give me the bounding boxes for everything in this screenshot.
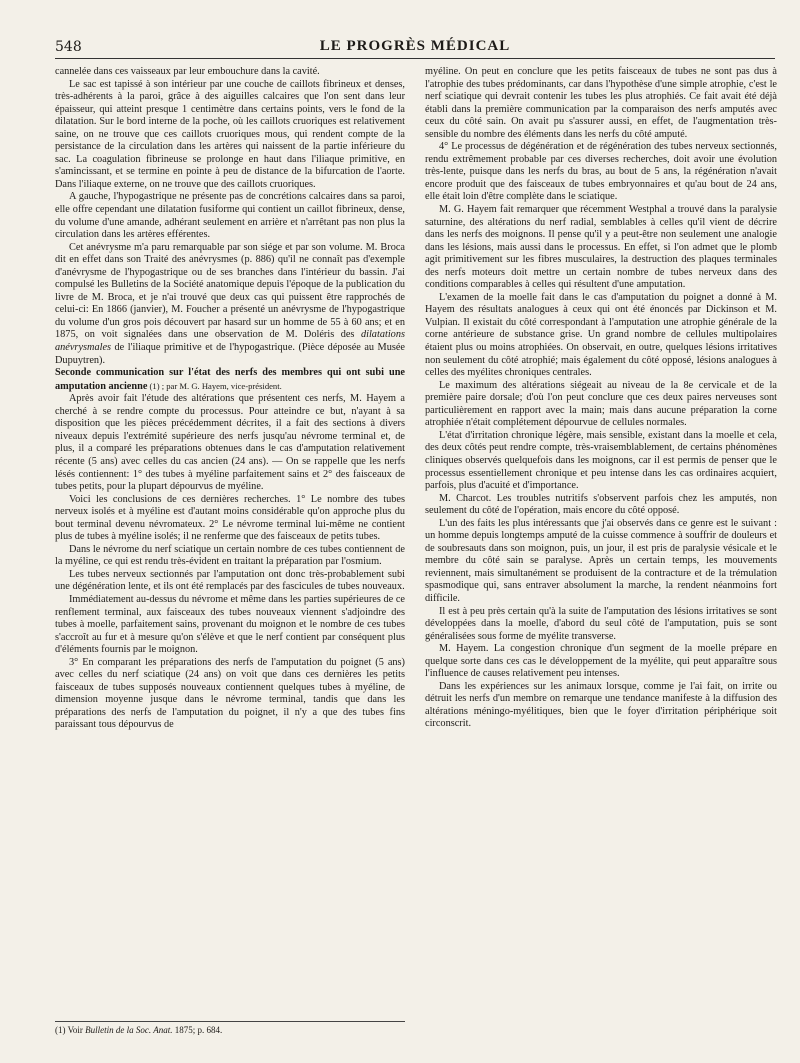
paragraph: Il est à peu près certain qu'à la suite de l'amputation des lésions irritatives se sont développées dans la moelle, d'abord du seul côté de l'amputation, puis se sont généralisées sous forme de myélite transverse. [425, 605, 777, 642]
footnote: (1) Voir Bulletin de la Soc. Anat. 1875; p. 684. [55, 1021, 405, 1036]
right-column [425, 66, 777, 731]
footnote-citation: Bulletin de la Soc. Anat. [85, 1025, 173, 1035]
running-title: LE PROGRÈS MÉDICAL [319, 38, 511, 54]
paragraph: Le sac est tapissé à son intérieur par une couche de caillots fibrineux et denses, très-adhérents à la paroi, grâce à des aiguilles calcaires que l'on sent dans leur épaisseur, qui atteint presque 1 centimètre dans certains points, vers le fond de la dilatation. Sur le bord interne de la poche, où les caillots cruoriques est relativement saine, on ne trouve que ces caillots cruoriques mous, qui rendent compte de la persistance de la circulation dans les artères qui naissent de la partie inférieure du sac. La coagulation fibrineuse se prolonge en haut dans l'iliaque primitive, en s'amincissant, et se termine en pointe à peu de distance de la bifurcation de l'aorte. Dans l'iliaque externe, on ne trouve que des caillots cruoriques. [55, 78, 405, 190]
paragraph: Les tubes nerveux sectionnés par l'amputation ont donc très-probablement subi une dégénération lente, et ils ont été remplacés par des fascicules de tubes nouveaux. [55, 568, 405, 593]
paragraph: Cet anévrysme m'a paru remarquable par son siége et par son volume. M. Broca dit en effet dans son Traité des anévrysmes (p. 886) qu'il ne connaît pas d'exemple d'anévrysme de l'hypogastrique ou de ses branches dans l'intérieur du bassin. J'ai compulsé les Bulletins de la Société anatomique depuis l'époque de la publication du livre de M. Broca, et je n'ai trouvé que deux cas qui puissent être rapprochés de celui-ci: En 1866 (janvier), M. Foucher a présenté un anévrysme de l'hypogastrique du volume d'un gros pois découvert par hasard sur un homme de 55 à 60 ans; et en 1875, on voit signalées dans une observation de M. Doléris des dilatations anévrysmales de l'iliaque primitive et de l'hypogastrique. (Pièce déposée au Musée Dupuytren). [55, 241, 405, 366]
section-meta: (1) ; par M. G. Hayem, vice-président. [147, 380, 282, 391]
paragraph: cannelée dans ces vaisseaux par leur embouchure dans la cavité. [55, 66, 320, 77]
paragraph: L'examen de la moelle fait dans le cas d'amputation du poignet a donné à M. Hayem des résultats analogues à ceux qui ont été énoncés par Dickinson et M. Vulpian. Il existait du côté correspondant à l'amputation une atrophie générale de la corne antérieure de substance grise. Un grand nombre de cellules multipolaires étaient plus ou moins atrophiées. On observait, en outre, quelques lésions irritatives non seulement du côté atrophié; mais également du côté opposé, lésions analogues à celles des myélites chroniques centrales. [425, 291, 777, 379]
paragraph: Dans les expériences sur les animaux lorsque, comme je l'ai fait, on irrite ou détruit les nerfs d'un membre on remarque une tendance manifeste à la diffusion des altérations méningo-myélitiques, bien que le foyer d'irritation périphérique soit circonscrit. [425, 680, 777, 730]
paragraph: M. Hayem. La congestion chronique d'un segment de la moelle prépare en quelque sorte dans ces cas le développement de la myélite, qui peut apparaître sous l'influence de causes relativement peu intenses. [425, 643, 777, 680]
section-title: Seconde communication sur l'état des nerfs des membres qui ont subi une amputation ancienne [55, 367, 405, 392]
paragraph: M. G. Hayem fait remarquer que récemment Westphal a trouvé dans la paralysie saturnine, des altérations du nerf radial, semblables à celles qu'il vient de décrire dans les nerfs des moignons. Il pense qu'il y a peut-être non seulement une analogie dans les lésions, mais aussi dans le processus. En effet, si l'on admet que le plomb agit primitivement sur les fibres musculaires, la destruction des plaques terminales des nerfs moteurs doit mettre un certain nombre de tubes nerveux dans des conditions comparables à celles qui résultent d'une amputation. [425, 204, 777, 291]
paragraph: Voici les conclusions de ces dernières recherches. 1° Le nombre des tubes nerveux isolés et à myéline est d'autant moins considérable qu'on approche plus du bout terminal devenu névromateux. 2° Le névrome terminal lui-même ne contient plus de tubes à myéline isolés; il ne renferme que des faisceaux de petits tubes. [55, 493, 405, 543]
section-heading [55, 367, 405, 393]
paragraph: L'un des faits les plus intéressants que j'ai observés dans ce genre est le suivant : un homme depuis longtemps amputé de la cuisse commence à souffrir de douleurs et de soubresauts dans son moignon, puis, un jour, il est pris de paralysie vésicale et le membre du côté sain se paralyse. Après un certain temps, les mouvements reviennent, mais simultanément se produisent de la contracture et de la trémulation spasmodique qui, sans entraver absolument la marche, la rendent néanmoins fort difficile. [425, 517, 777, 604]
paragraph: 4° Le processus de dégénération et de régénération des tubes nerveux sectionnés, rendu extrêmement probable par ces diverses recherches, doit avoir une évolution très-lente, puisque dans les nerfs du bras, au bout de 5 ans, la régénération n'avait encore produit que des faisceaux de tubes embryonnaires et qu'au bout de 24 ans, elle était loin d'être complète dans le sciatique. [425, 141, 777, 203]
paragraph: myéline. On peut en conclure que les petits faisceaux de tubes ne sont pas dus à l'atrophie des tubes prédominants, car dans l'hypothèse d'une simple atrophie, c'est le nerf sciatique qui devrait contenir les tubes les plus atrophiés. Ce fait avait été déjà établi dans la première communication par la comparaison des nerfs amputés avec ceux du côté sain. On avait pu s'assurer aussi, en effet, de l'augmentation très-sensible du nombre des éléments dans les nerfs du côté amputé. [425, 66, 777, 140]
paragraph: 3° En comparant les préparations des nerfs de l'amputation du poignet (5 ans) avec celles du nerf sciatique (24 ans) on voit que dans ces dernières les petits faisceaux de tubes supposés nouveaux contiennent quelques tubes à myéline, de dimension moyenne jusque dans le névrome terminal, tandis que dans les préparations des nerfs de l'amputation du poignet, il n'y a que des tubes fins paraissant tous dépourvus de [55, 656, 405, 731]
paragraph: Immédiatement au-dessus du névrome et même dans les parties supérieures de ce renflement terminal, aux faisceaux des tubes nouveaux viennent s'adjoindre des tubes à moelle, parfaitement sains, provenant du moignon et le nombre de ces tubes s'accroît au fur et à mesure qu'on s'élève et que le nerf contient par conséquent plus d'éléments fournis par le moignon. [55, 593, 405, 656]
paragraph: Le maximum des altérations siégeait au niveau de la 8e cervicale et de la première paire dorsale; d'où l'on peut conclure que ces deux paires nerveuses sont particulièrement en rapport avec la main; mais dans aucune préparation la corne atrophiée n'était complétement dépourvue de cellules normales. [425, 379, 777, 429]
paragraph: M. Charcot. Les troubles nutritifs s'observent parfois chez les amputés, non seulement du côté de l'opération, mais encore du côté opposé. [425, 492, 777, 517]
paragraph: Dans le névrome du nerf sciatique un certain nombre de ces tubes contiennent de la myéline, ce qui est rendu très-évident en traitant la préparation par l'osmium. [55, 543, 405, 568]
paragraph: A gauche, l'hypogastrique ne présente pas de concrétions calcaires dans sa paroi, elle offre cependant une dilatation fusiforme qui contient un caillot fibrineux, dense, du volume d'une amande, adhérant seulement en arrière et n'arrêtant pas non plus la circulation dans les artères efférentes. [55, 191, 405, 241]
italic-phrase: dilatations anévrysmales [55, 329, 405, 354]
page-number: 548 [55, 39, 82, 55]
left-column [55, 66, 405, 732]
page-header [55, 38, 775, 59]
paragraph: Après avoir fait l'étude des altérations que présentent ces nerfs, M. Hayem a cherché à se rendre compte du processus. Pour atteindre ce but, n'ayant à sa disposition que les pièces précédemment décrites, il a fait des sections à divers niveaux depuis l'extrémité supérieure des nerfs jusqu'au névrome terminal et, de plus, il a comparé les préparations obtenues dans le cas d'amputation relativement récente (5 ans) avec celles du cas ancien (24 ans). — On se rappelle que les nerfs lésés contiennent: 1° des tubes à myéline parfaitement sains et 2° des faisceaux de tubes petits, pour la plupart dépourvus de myéline. [55, 393, 405, 493]
paragraph: L'état d'irritation chronique légère, mais sensible, existant dans la moelle et cela, des deux côtés peut rendre compte, très-vraisemblablement, de certains phénomènes cliniques observés quelquefois dans les moignons, car il est permis de penser que le processus essentiellement chronique et peu intense dans les cas ordinaires acquiert, parfois, plus d'acuité et d'importance. [425, 429, 777, 492]
